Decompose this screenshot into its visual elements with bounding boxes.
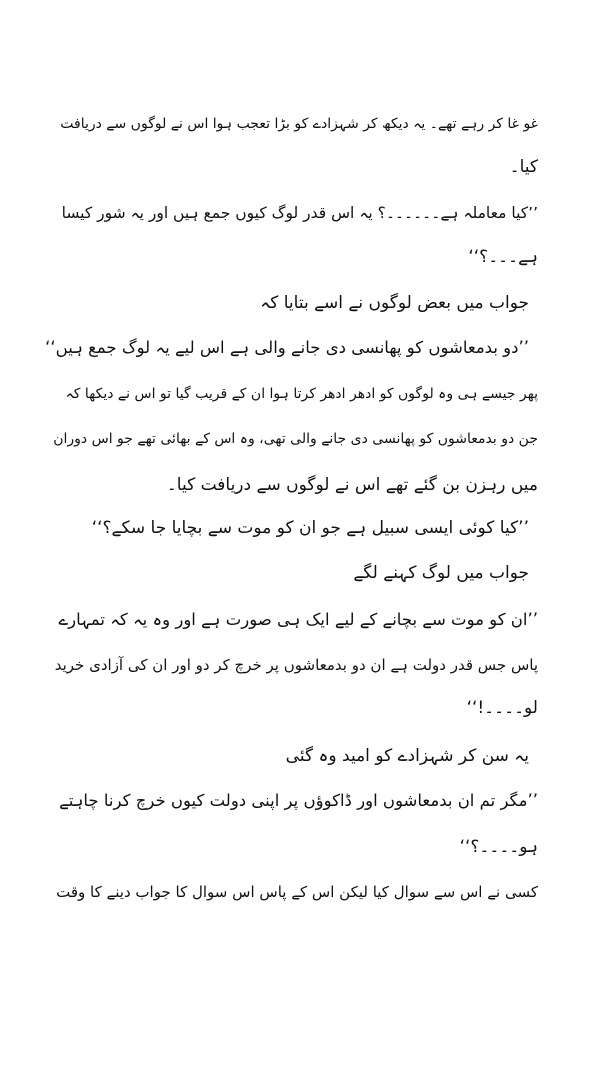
text-line: ’’کیا کوئی ایسی سبیل ہے جو ان کو موت سے بچایا جا سکے؟‘‘ [91, 518, 529, 538]
text-line: میں رہزن بن گئے تھے اس نے لوگوں سے دریافت کیا۔ [166, 475, 538, 495]
text-line: غو غا کر رہے تھے۔ یہ دیکھ کر شہزادے کو بڑا تعجب ہوا اس نے لوگوں سے دریافت [60, 116, 538, 132]
text-line: ’’دو بدمعاشوں کو پھانسی دی جانے والی ہے اس لیے یہ لوگ جمع ہیں‘‘ [45, 338, 529, 357]
text-line: ’’مگر تم ان بدمعاشوں اور ڈاکوؤں پر اپنی دولت کیوں خرچ کرنا چاہتے [59, 791, 538, 810]
text-line: پھر جیسے ہی وہ لوگوں کو ادھر ادھر کرتا ہوا ان کے قریب گیا تو اس نے دیکھا کہ [65, 386, 538, 402]
text-line: ’’کیا معاملہ ہے۔۔۔۔۔۔؟ یہ اس قدر لوگ کیوں جمع ہیں اور یہ شور کیسا [61, 204, 538, 222]
text-line: ’’ان کو موت سے بچانے کے لیے ایک ہی صورت ہے اور وہ یہ کہ تمہارے [58, 610, 538, 629]
text-line: جواب میں لوگ کہنے لگے [353, 563, 529, 583]
text-line: جواب میں بعض لوگوں نے اسے بتایا کہ [260, 293, 529, 313]
text-line: پاس جس قدر دولت ہے ان دو بدمعاشوں پر خرچ کر دو اور ان کی آزادی خرید [54, 656, 538, 674]
text-line: جن دو بدمعاشوں کو پھانسی دی جانے والی تھی، وہ اس کے بھائی تھے جو اس دوران [53, 431, 538, 447]
text-line: یہ سن کر شہزادے کو امید وہ گئی [285, 746, 529, 766]
text-line: کیا۔ [509, 157, 538, 177]
text-line: ہے۔۔۔؟‘‘ [468, 247, 538, 267]
text-line: ہو۔۔۔۔؟‘‘ [459, 837, 538, 857]
text-line: کسی نے اس سے سوال کیا لیکن اس کے پاس اس سوال کا جواب دینے کا وقت [56, 883, 538, 901]
text-line: لو۔۔۔۔!‘‘ [466, 698, 538, 718]
